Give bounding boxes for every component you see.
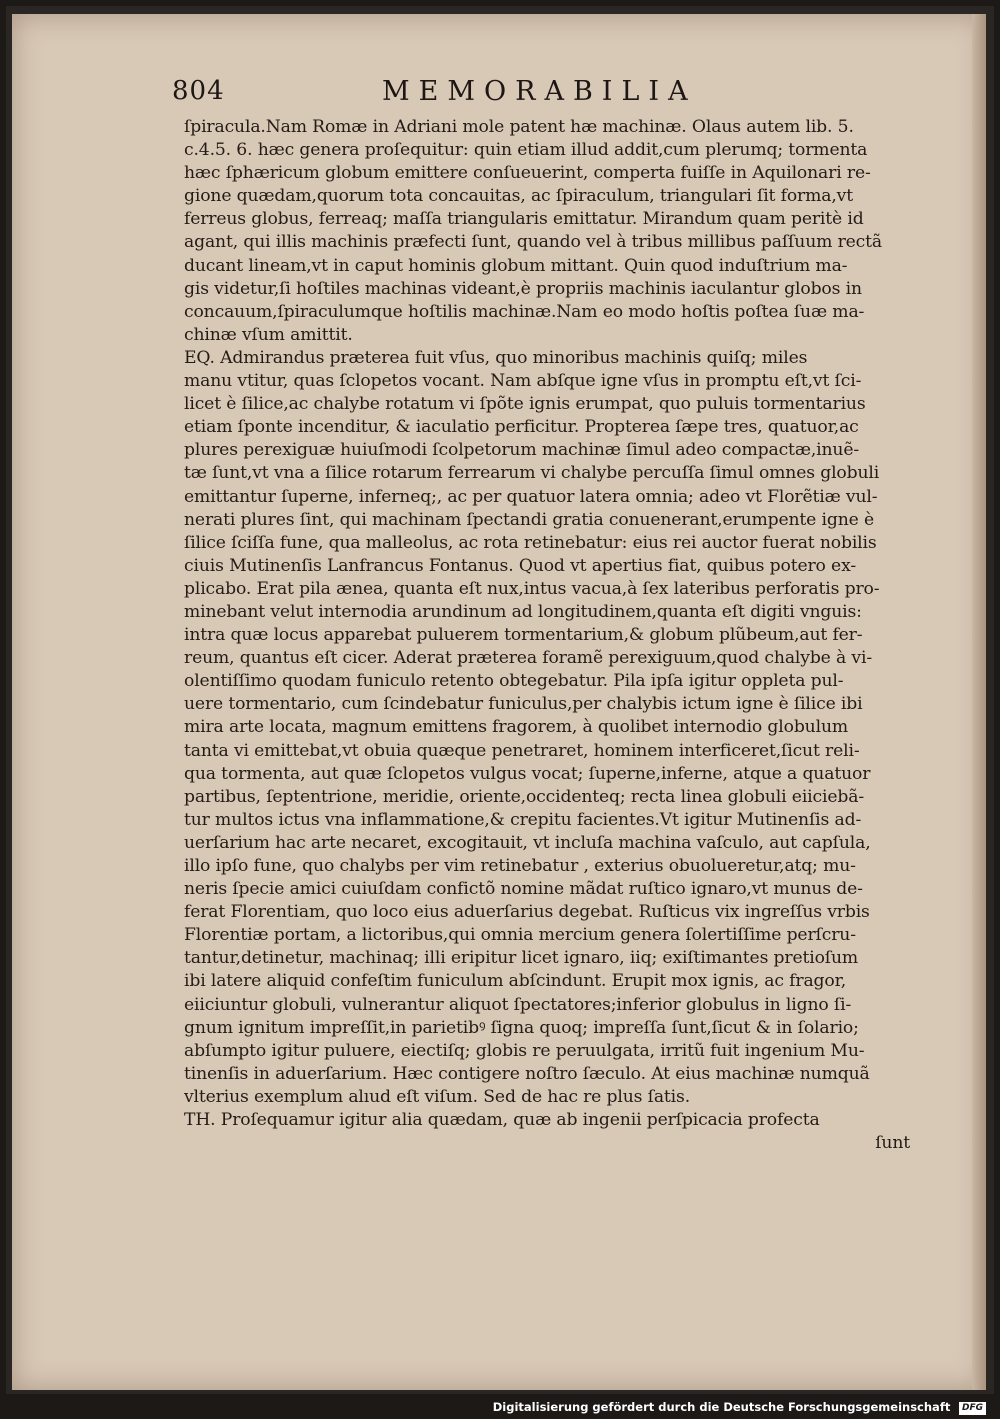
text-line: ciuis Mutinenſis Lanfrancus Fontanus. Quod vt apertius fiat, quibus potero ex- <box>184 555 856 576</box>
dfg-logo: DFG <box>959 1402 986 1415</box>
text-line: tantur,detinetur, machinaq; illi eripitur licet ignaro, iiq; exiſtimantes pretioſum <box>184 948 859 969</box>
text-line: vlterius exemplum alıud eſt viſum. Sed de hac re plus ſatis. <box>184 1086 691 1107</box>
text-line: uerſarium hac arte necaret, excogitauit, vt incluſa machina vaſculo, aut capſula, <box>184 832 871 853</box>
text-line: chinæ vſum amittit. <box>184 324 353 345</box>
text-line: concauum,ſpiraculumque hoſtilis machinæ.Nam eo modo hoſtis poſtea ſuæ ma- <box>184 301 865 322</box>
text-line: ferreus globus, ferreaq; maſſa triangularis emittatur. Mirandum quam peritè id <box>184 209 864 230</box>
text-line: nerati plures ſint, qui machinam ſpectandi gratia conuenerant,erumpente igne è <box>184 509 874 530</box>
catchword: ſunt <box>875 1133 910 1154</box>
text-line: ibi latere aliquid confeſtim funiculum abſcindunt. Erupit mox ignis, ac fragor, <box>184 971 847 992</box>
text-line: reum, quantus eſt cicer. Aderat præterea foramẽ perexiguum,quod chalybe à vi- <box>184 648 872 669</box>
text-line: partibus, ſeptentrione, meridie, oriente,occidenteq; recta linea globuli eiiciebã- <box>184 786 864 807</box>
text-line: tæ ſunt,vt vna a ſilice rotarum ferrearum vi chalybe percuſſa ſimul omnes globuli <box>184 463 880 484</box>
text-line: gnum ignitum impreſſit,in parietibꝰ ſigna quoq; impreſſa ſunt,ſicut & in ſolario; <box>184 1017 859 1038</box>
running-head: MEMORABILIA <box>382 76 697 107</box>
text-line: plures perexiguæ huiuſmodi ſcolpetorum machinæ ſimul adeo compactæ,inuẽ- <box>184 440 859 461</box>
body-text <box>184 116 914 1155</box>
text-line: ferat Florentiam, quo loco eius aduerſarius degebat. Ruſticus vix ingreſſus vrbis <box>184 902 870 923</box>
text-line: neris ſpecie amici cuiuſdam confictõ nomine mãdat ruſtico ignaro,vt munus de- <box>184 879 863 900</box>
text-line: Florentiæ portam, a lictoribus,qui omnia mercium genera ſolertiſſime perſcru- <box>184 925 856 946</box>
text-line: hæc ſphæricum globum emittere conſueuerint, comperta fuiſſe in Aquilonari re- <box>184 163 871 184</box>
page-number: 804 <box>172 76 225 106</box>
text-line: ducant lineam,vt in caput hominis globum mittant. Quin quod induſtrium ma- <box>184 255 848 276</box>
text-line: uere tormentario, cum ſcindebatur funiculus,per chalybis ictum igne è ſilice ibi <box>184 694 863 715</box>
text-line: c.4.5. 6. hæc genera proſequitur: quin etiam illud addit,cum plerumq; tormenta <box>184 140 868 161</box>
text-line: gis videtur,ſi hoſtiles machinas videant,è propriis machinis iaculantur globos in <box>184 278 862 299</box>
text-line: tur multos ictus vna inflammatione,& crepitu facientes.Vt igitur Mutinenſis ad- <box>184 809 862 830</box>
text-line: eiiciuntur globuli, vulnerantur aliquot ſpectatores;inferior globulus in ligno ſi- <box>184 994 852 1015</box>
text-line: EQ. Admirandus præterea fuit vſus, quo minoribus machinis quiſq; miles <box>184 347 808 368</box>
text-line: tanta vi emittebat,vt obuia quæque penetraret, hominem interficeret,ſicut reli- <box>184 740 860 761</box>
footer-credit: Digitalisierung gefördert durch die Deutsche Forschungsgemeinschaft <box>492 1400 951 1414</box>
text-line: emittantur ſuperne, inferneq;, ac per quatuor latera omnia; adeo vt Florẽtiæ vul- <box>184 486 878 507</box>
text-line: olentiſſimo quodam funiculo retento obtegebatur. Pila ipſa igitur oppleta pul- <box>184 671 844 692</box>
text-line: mira arte locata, magnum emittens fragorem, à quolibet internodio globulum <box>184 717 849 738</box>
text-line: qua tormenta, aut quæ ſclopetos vulgus vocat; ſuperne,inferne, atque a quatuor <box>184 763 871 784</box>
page-header <box>172 70 872 110</box>
text-line: etiam ſponte incenditur, & iaculatio perficitur. Propterea ſæpe tres, quatuor,ac <box>184 417 859 438</box>
text-line: illo ipſo fune, quo chalybs per vim retinebatur , exterius obuolueretur,atq; mu- <box>184 856 856 876</box>
text-line: minebant velut internodia arundinum ad longitudinem,quanta eſt digiti vnguis: <box>184 601 862 622</box>
page-edge-shadow <box>972 14 986 1390</box>
digitization-footer <box>493 1399 986 1415</box>
text-line: ſilice ſciſſa fune, qua malleolus, ac rota retinebatur: eius rei auctor fuerat nobilis <box>184 532 877 553</box>
text-line: abſumpto igitur puluere, eiectiſq; globis re peruulgata, irritũ fuit ingenium Mu- <box>184 1040 865 1061</box>
text-line: plicabo. Erat pila ænea, quanta eſt nux,intus vacua,à ſex lateribus perforatis pro- <box>184 578 880 599</box>
text-line: ſpiracula.Nam Romæ in Adriani mole patent hæ machinæ. Olaus autem lib. 5. <box>184 117 854 137</box>
text-line: tinenſis in aduerſarium. Hæc contigere noſtro ſæculo. At eius machinæ numquã <box>184 1063 870 1084</box>
text-line: licet è ſilice,ac chalybe rotatum vi ſpõte ignis erumpat, quo puluis tormentarius <box>184 394 866 415</box>
text-line: intra quæ locus apparebat puluerem tormentarium,& globum plũbeum,aut fer- <box>184 625 863 646</box>
text-line: agant, qui illis machinis præfecti ſunt, quando vel à tribus millibus paſſuum rectã <box>184 232 882 253</box>
text-line: manu vtitur, quas ſclopetos vocant. Nam abſque igne vſus in promptu eſt,vt ſci- <box>184 371 862 392</box>
text-line: TH. Proſequamur igitur alia quædam, quæ ab ingenii perſpicacia profecta <box>184 1110 820 1131</box>
text-line: gione quædam,quorum tota concauitas, ac ſpiraculum, triangulari ſit forma,vt <box>184 186 853 207</box>
